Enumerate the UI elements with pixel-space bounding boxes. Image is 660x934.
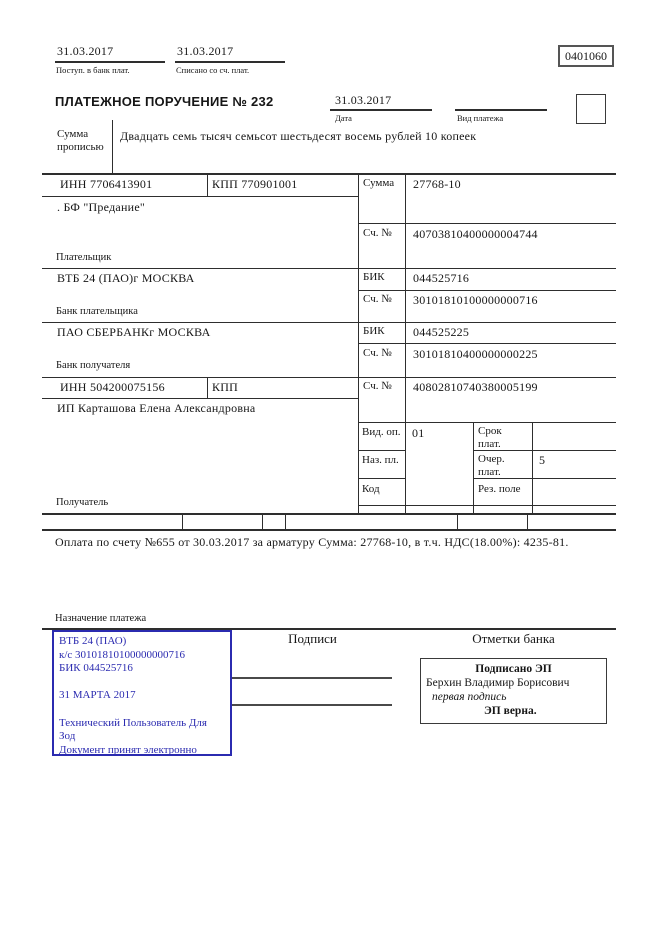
doc-date-label: Дата	[335, 113, 352, 123]
purpose-code-label: Наз. пл.	[362, 454, 399, 466]
signature-line	[232, 704, 392, 706]
payee-bank-bik: 044525225	[413, 325, 470, 339]
payment-order-title: ПЛАТЕЖНОЕ ПОРУЧЕНИЕ № 232	[55, 94, 274, 109]
table-border	[42, 322, 616, 323]
payer-account-label: Сч. №	[363, 227, 392, 239]
table-border	[42, 377, 616, 378]
doc-date: 31.03.2017	[335, 93, 392, 107]
marker-row-divider	[285, 513, 286, 529]
code-label: Код	[362, 483, 380, 495]
table-border	[358, 223, 616, 224]
sum-value: 27768-10	[413, 177, 461, 191]
stamp-line: Документ принят электронно	[59, 743, 197, 756]
purpose-label: Назначение платежа	[55, 613, 147, 624]
bank-marks-box	[420, 658, 607, 724]
table-border	[405, 173, 406, 513]
signature-kind: первая подпись	[432, 691, 507, 703]
stamp-line	[59, 703, 225, 717]
table-border	[42, 173, 616, 175]
payee-bank-name: ПАО СБЕРБАНКг МОСКВА	[57, 325, 211, 339]
table-border	[207, 173, 208, 196]
payer-inn: ИНН 7706413901	[60, 177, 153, 191]
payment-type-box	[576, 94, 606, 124]
table-border	[358, 290, 616, 291]
payee-bank-account-label: Сч. №	[363, 347, 392, 359]
payer-bank-bik-label: БИК	[363, 271, 385, 283]
payee-section-label: Получатель	[56, 497, 109, 508]
table-border	[358, 478, 405, 479]
payee-inn: ИНН 504200075156	[60, 380, 165, 394]
table-border	[473, 422, 474, 513]
payment-type-label: Вид платежа	[457, 113, 504, 123]
payee-kpp-label: КПП	[212, 380, 239, 394]
debited-date: 31.03.2017	[177, 44, 234, 58]
table-border	[207, 377, 208, 398]
form-code-box: 0401060	[558, 45, 614, 67]
received-date: 31.03.2017	[57, 44, 114, 58]
marker-row-divider	[182, 513, 183, 529]
table-border	[42, 513, 616, 515]
received-date-label: Поступ. в банк плат.	[56, 65, 130, 75]
table-border	[42, 529, 616, 531]
table-border	[358, 343, 616, 344]
signature-line	[232, 677, 392, 679]
term-label: Срок плат.	[478, 425, 502, 450]
payer-bank-account-label: Сч. №	[363, 293, 392, 305]
payer-account: 40703810400000004744	[413, 227, 538, 241]
stamp-line: Технический Пользователь Для Зод	[59, 716, 207, 743]
stamp-line	[59, 676, 225, 690]
bank-marks-header: Отметки банка	[472, 631, 555, 646]
payee-bank-section-label: Банк получателя	[56, 360, 131, 371]
debited-date-label: Списано со сч. плат.	[176, 65, 250, 75]
table-border	[358, 505, 616, 506]
payee-bank-bik-label: БИК	[363, 325, 385, 337]
payee-bank-account: 30101810400000000225	[413, 347, 538, 361]
payee-account-label: Сч. №	[363, 380, 392, 392]
payer-bank-section-label: Банк плательщика	[56, 306, 138, 317]
purpose-text: Оплата по счету №655 от 30.03.2017 за арматуру Сумма: 27768-10, в т.ч. НДС(18.00%): 4235-81.	[55, 535, 569, 549]
marker-row-divider	[527, 513, 528, 529]
table-border	[358, 450, 405, 451]
payee-account: 40802810740380005199	[413, 380, 538, 394]
order-value: 5	[539, 453, 546, 467]
amount-words-value: Двадцать семь тысяч семьсот шестьдесят восемь рублей 10 копеек	[120, 129, 477, 143]
stamp-line: БИК 044525716	[59, 662, 133, 675]
sum-label: Сумма	[363, 177, 395, 189]
doc-date-underline	[330, 109, 432, 111]
table-border	[42, 268, 616, 269]
payer-name: . БФ "Предание"	[57, 200, 146, 214]
table-border	[358, 173, 359, 513]
payer-section-label: Плательщик	[56, 252, 112, 263]
signer-name: Берхин Владимир Борисович	[426, 677, 570, 689]
payer-bank-name: ВТБ 24 (ПАО)г МОСКВА	[57, 271, 195, 285]
marker-row-divider	[457, 513, 458, 529]
signatures-header: Подписи	[288, 631, 337, 646]
stamp-line: 31 МАРТА 2017	[59, 689, 136, 702]
order-label: Очер. плат.	[478, 453, 505, 478]
payment-type-underline	[455, 109, 547, 111]
verified-text: ЭП верна.	[484, 705, 537, 717]
stamp-line: ВТБ 24 (ПАО)	[59, 635, 127, 647]
payee-name: ИП Карташова Елена Александровна	[57, 401, 256, 415]
table-border	[532, 422, 533, 513]
signed-title: Подписано ЭП	[475, 663, 552, 675]
debited-date-underline	[175, 61, 285, 63]
stamp-line: к/с 30101810100000000716	[59, 648, 186, 661]
received-date-underline	[55, 61, 165, 63]
payer-bank-account: 30101810100000000716	[413, 293, 538, 307]
payer-kpp: КПП 770901001	[212, 177, 298, 191]
payer-bank-bik: 044525716	[413, 271, 470, 285]
table-border	[358, 422, 616, 423]
op-type-value: 01	[412, 426, 425, 440]
marker-row-divider	[262, 513, 263, 529]
bank-stamp-box	[52, 630, 232, 756]
amount-words-divider	[112, 120, 113, 173]
table-border	[42, 196, 358, 197]
amount-words-label: Сумма прописью	[57, 128, 104, 153]
reserve-label: Рез. поле	[478, 483, 521, 495]
table-border	[42, 398, 358, 399]
op-type-label: Вид. оп.	[362, 426, 401, 438]
